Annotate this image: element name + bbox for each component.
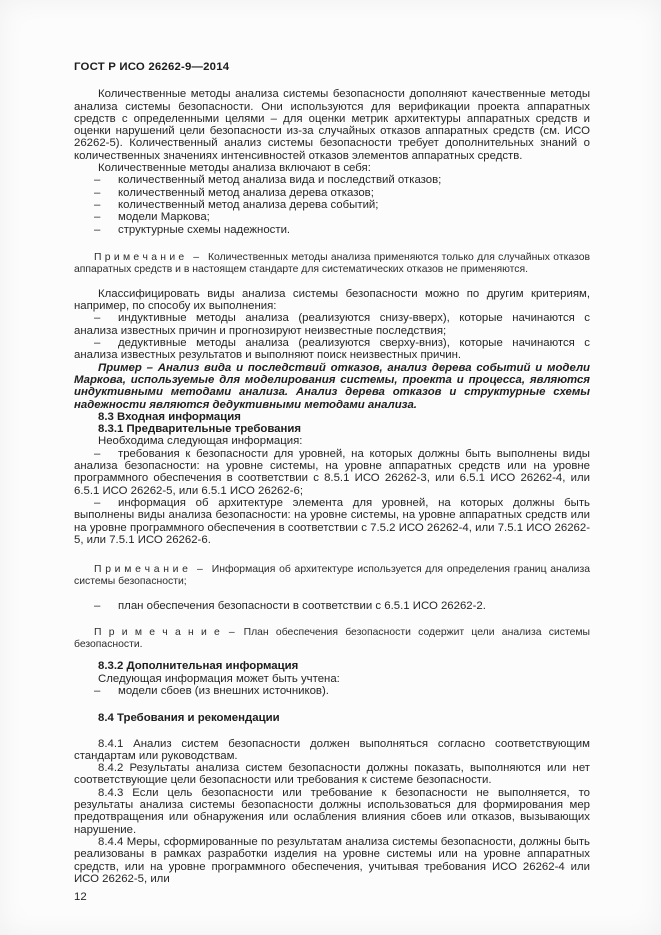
list-item-method: – модели Маркова; xyxy=(94,211,210,224)
paragraph-8-4-1: 8.4.1 Анализ систем безопасности должен выполняться согласно соответствующим стандартам или руководствам. xyxy=(74,737,590,762)
list-item-requirement: – требования к безопасности для уровней, на которых должны быть выполнены виды анализа безопасности: на уровне системы, на уровне аппаратных средств или на уровне программного обеспечения в соответствии с 8.5.1 ИСО 26262-3, или 6.5.1 ИСО 26262-4, или 6.5.1 ИСО 26262-5, или 6.5.1 ИСО 26262-6; xyxy=(74,447,590,497)
dash-bullet: – xyxy=(94,312,101,325)
section-heading-8-3-2: 8.3.2 Дополнительная информация xyxy=(98,660,299,673)
dash-bullet: – xyxy=(94,211,101,224)
note-dash: – xyxy=(196,564,203,576)
section-heading-8-3: 8.3 Входная информация xyxy=(98,410,241,423)
list-item-extra: – модели сбоев (из внешних источников). xyxy=(94,684,329,697)
note-dash: – xyxy=(193,251,199,263)
note-label: П р и м е ч а н и е xyxy=(94,627,220,639)
paragraph-intro-1: Количественные методы анализа системы безопасности дополняют качественные методы анализа системы безопасности. Они используются для верификации проекта аппаратных средств с определенными целями – для оценки метрик архитектуры аппаратных средств и оценки нарушений цели безопасности из-за случайных отказов аппаратных средств (см. ИСО 26262-5). Количественный анализ системы безопасности требует дополнительных знаний о количественных значениях интенсивностей отказов элементов аппаратных средств. xyxy=(74,88,590,162)
note-dash: – xyxy=(228,627,235,639)
note-text: План обеспечения безопасности содержит цели анализа системы безопасности. xyxy=(74,627,590,651)
list-item-method: – количественный метод анализа дерева событий; xyxy=(94,198,379,211)
note-3 xyxy=(74,627,590,651)
paragraph-additional-info: Следующая информация может быть учтена: xyxy=(98,672,340,685)
list-item-method: – количественный метод анализа дерева отказов; xyxy=(94,186,374,199)
paragraph-8-4-2: 8.4.2 Результаты анализа систем безопасности должны показать, выполняются или нет соответствующие цели безопасности или требования к системе безопасности. xyxy=(74,762,590,787)
paragraph-classify: Классифицировать виды анализа системы безопасности можно по другим критериям, например, по способу их выполнения: xyxy=(74,287,590,313)
note-1 xyxy=(74,252,590,276)
note-label: П р и м е ч а н и е xyxy=(94,564,188,576)
paragraph-required-info: Необходима следующая информация: xyxy=(98,435,303,448)
doc-code-header: ГОСТ Р ИСО 26262-9—2014 xyxy=(74,61,230,73)
list-item-kind: – индуктивные методы анализа (реализуются снизу-вверх), которые начинаются с анализа известных причин и прогнозируют неизвестные последствия; xyxy=(74,312,590,337)
paragraph-8-4-4: 8.4.4 Меры, сформированные по результатам анализа системы безопасности, должны быть реализованы в рамках разработки изделия на уровне системы или на уровне аппаратных средств, или на уровне программного обеспечения, учитывая требования ИСО 26262-4 или ИСО 26262-5, или xyxy=(74,835,590,885)
list-item-method: – количественный метод анализа вида и последствий отказов; xyxy=(94,174,442,187)
paragraph-8-4-3: 8.4.3 Если цель безопасности или требование к безопасности не выполняется, то результаты анализа системы безопасности должны использоваться для формирования мер предотвращения или обнаружения или ослабления влияния сбоев или отказов, вызывающих нарушение. xyxy=(74,786,590,836)
paragraph-intro-2: Количественные методы анализа включают в себя: xyxy=(98,162,371,175)
page-number: 12 xyxy=(74,891,87,904)
dash-bullet: – xyxy=(94,600,101,613)
dash-bullet: – xyxy=(94,684,101,697)
dash-bullet: – xyxy=(94,337,101,350)
note-2 xyxy=(74,564,590,588)
note-text: Количественных методы анализа применяются только для случайных отказов аппаратных средств и в настоящем стандарте для систематических отказов не применяются. xyxy=(74,251,590,275)
section-heading-8-4: 8.4 Требования и рекомендации xyxy=(98,712,280,725)
list-item-requirement: – план обеспечения безопасности в соответствии с 6.5.1 ИСО 26262-2. xyxy=(94,600,486,613)
dash-bullet: – xyxy=(94,447,101,460)
list-item-requirement: – информация об архитектуре элемента для уровней, на которых должны быть выполнены виды анализа безопасности: на уровне системы, на уровне аппаратных средств или на уровне программного обеспечения в соответствии с 7.5.2 ИСО 26262-4, или 7.5.1 ИСО 26262-5, или 7.5.1 ИСО 26262-6. xyxy=(74,496,590,546)
note-label: П р и м е ч а н и е xyxy=(94,251,185,263)
section-heading-8-3-1: 8.3.1 Предварительные требования xyxy=(98,423,302,436)
dash-bullet: – xyxy=(94,496,101,509)
list-item-method: – структурные схемы надежности. xyxy=(94,223,291,236)
dash-bullet: – xyxy=(94,198,101,211)
dash-bullet: – xyxy=(94,223,101,236)
list-item-kind: – дедуктивные методы анализа (реализуются сверху-вниз), которые начинаются с анализа известных результатов и выполняют поиск неизвестных причин. xyxy=(74,337,590,362)
note-text: Информация об архитектуре используется для определения границ анализа системы безопасности; xyxy=(74,564,590,588)
dash-bullet: – xyxy=(94,174,101,187)
example-paragraph: Пример – Анализ вида и последствий отказов, анализ дерева событий и модели Маркова, используемые для моделирования системы, проекта и процесса, являются индуктивными методами анализа. Анализ дерева отказов и структурные схемы надежности являются дедуктивными методами анализа. xyxy=(74,361,590,411)
dash-bullet: – xyxy=(94,186,101,199)
